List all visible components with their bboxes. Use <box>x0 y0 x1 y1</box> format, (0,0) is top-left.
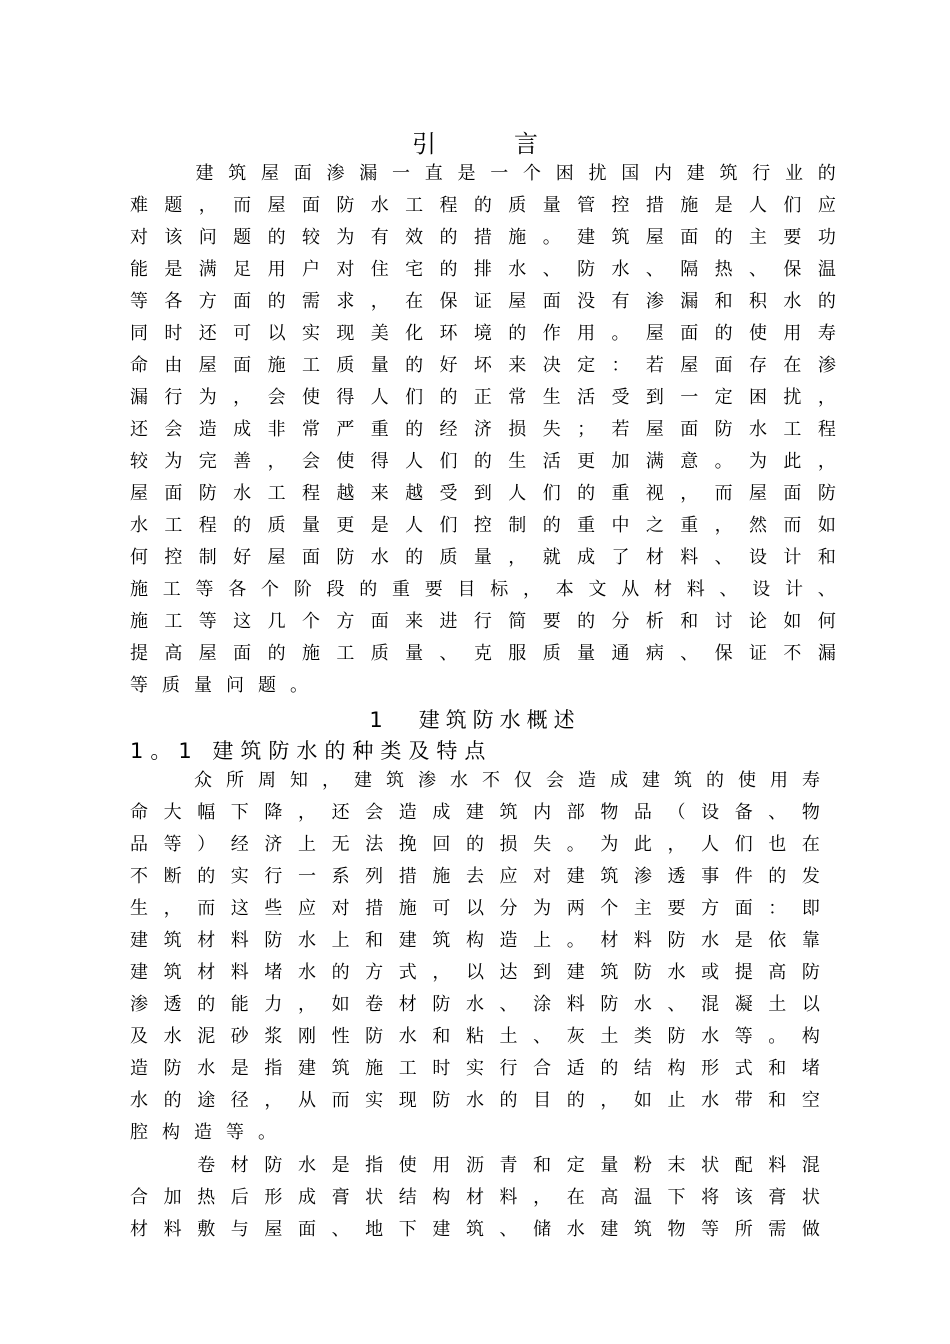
text-line: 施 工 等 各 个 阶 段 的 重 要 目 标 ， 本 文 从 材 料 、 设 计 、 <box>130 579 836 600</box>
text-line: 品 等 ） 经 济 上 无 法 挽 回 的 损 失 。 为 此 ， 人 们 也 在 <box>130 834 820 855</box>
text-line: 生 ， 而 这 些 应 对 措 施 可 以 分 为 两 个 主 要 方 面 ： 即 <box>130 898 820 919</box>
text-line: 对 该 问 题 的 较 为 有 效 的 措 施 。 建 筑 屋 面 的 主 要 功 <box>130 227 836 248</box>
text-line: 合 加 热 后 形 成 膏 状 结 构 材 料 ， 在 高 温 下 将 该 膏 状 <box>130 1187 820 1208</box>
text-line: 屋 面 防 水 工 程 越 来 越 受 到 人 们 的 重 视 ， 而 屋 面 防 <box>130 483 836 504</box>
text-line: 水 的 途 径 ， 从 而 实 现 防 水 的 目 的 ， 如 止 水 带 和 空 <box>130 1090 820 1111</box>
text-line: 建 筑 材 料 防 水 上 和 建 筑 构 造 上 。 材 料 防 水 是 依 靠 <box>130 930 820 951</box>
text-line: 漏 行 为 ， 会 使 得 人 们 的 正 常 生 活 受 到 一 定 困 扰 ， <box>130 387 836 408</box>
body-paragraph-1 <box>130 765 820 1149</box>
text-line: 施 工 等 这 几 个 方 面 来 进 行 简 要 的 分 析 和 讨 论 如 何 <box>130 611 836 632</box>
text-line: 命 由 屋 面 施 工 质 量 的 好 坏 来 决 定 ： 若 屋 面 存 在 渗 <box>130 355 836 376</box>
text-line: 水 工 程 的 质 量 更 是 人 们 控 制 的 重 中 之 重 ， 然 而 如 <box>130 515 836 536</box>
body-paragraph-2 <box>130 1150 820 1246</box>
text-line: 不 断 的 实 行 一 系 列 措 施 去 应 对 建 筑 渗 透 事 件 的 发 <box>130 866 820 887</box>
section-heading: 1。1 建筑防水的种类及特点 <box>130 739 493 763</box>
text-line: 能 是 满 足 用 户 对 住 宅 的 排 水 、 防 水 、 隔 热 、 保 温 <box>130 259 836 280</box>
text-line: 建 筑 材 料 堵 水 的 方 式 ， 以 达 到 建 筑 防 水 或 提 高 防 <box>130 962 820 983</box>
text-line: 腔构造等。 <box>130 1122 290 1143</box>
text-line: 还 会 造 成 非 常 严 重 的 经 济 损 失 ； 若 屋 面 防 水 工 程 <box>130 419 836 440</box>
text-line: 建 筑 屋 面 渗 漏 一 直 是 一 个 困 扰 国 内 建 筑 行 业 的 <box>195 163 836 184</box>
text-line: 命 大 幅 下 降 ， 还 会 造 成 建 筑 内 部 物 品 （ 设 备 、 物 <box>130 802 820 823</box>
text-line: 同 时 还 可 以 实 现 美 化 环 境 的 作 用 。 屋 面 的 使 用 寿 <box>130 323 836 344</box>
text-line: 等 各 方 面 的 需 求 ， 在 保 证 屋 面 没 有 渗 漏 和 积 水 的 <box>130 291 836 312</box>
text-line: 众 所 周 知 ， 建 筑 渗 水 不 仅 会 造 成 建 筑 的 使 用 寿 <box>194 770 820 791</box>
chapter-heading <box>0 706 950 734</box>
text-line: 及 水 泥 砂 浆 刚 性 防 水 和 粘 土 、 灰 土 类 防 水 等 。 构 <box>130 1026 820 1047</box>
text-line: 渗 透 的 能 力 ， 如 卷 材 防 水 、 涂 料 防 水 、 混 凝 土 以 <box>130 994 820 1015</box>
chapter-number: 1 <box>369 708 389 732</box>
intro-paragraph <box>130 158 836 702</box>
page-title: 引言 <box>412 130 616 158</box>
text-line: 难 题 ， 而 屋 面 防 水 工 程 的 质 量 管 控 措 施 是 人 们 应 <box>130 195 836 216</box>
text-line: 较 为 完 善 ， 会 使 得 人 们 的 生 活 更 加 满 意 。 为 此 ， <box>130 451 836 472</box>
text-line: 材 料 敷 与 屋 面 、 地 下 建 筑 、 储 水 建 筑 物 等 所 需 做 <box>130 1219 820 1240</box>
text-line: 造 防 水 是 指 建 筑 施 工 时 实 行 合 适 的 结 构 形 式 和 堵 <box>130 1058 820 1079</box>
text-line: 何 控 制 好 屋 面 防 水 的 质 量 ， 就 成 了 材 料 、 设 计 和 <box>130 547 836 568</box>
text-line: 等质量问题。 <box>130 675 322 696</box>
text-line: 提 高 屋 面 的 施 工 质 量 、 克 服 质 量 通 病 、 保 证 不 漏 <box>130 643 836 664</box>
chapter-title: 建筑防水概述 <box>418 708 581 732</box>
text-line: 卷 材 防 水 是 指 使 用 沥 青 和 定 量 粉 末 状 配 料 混 <box>197 1155 820 1176</box>
